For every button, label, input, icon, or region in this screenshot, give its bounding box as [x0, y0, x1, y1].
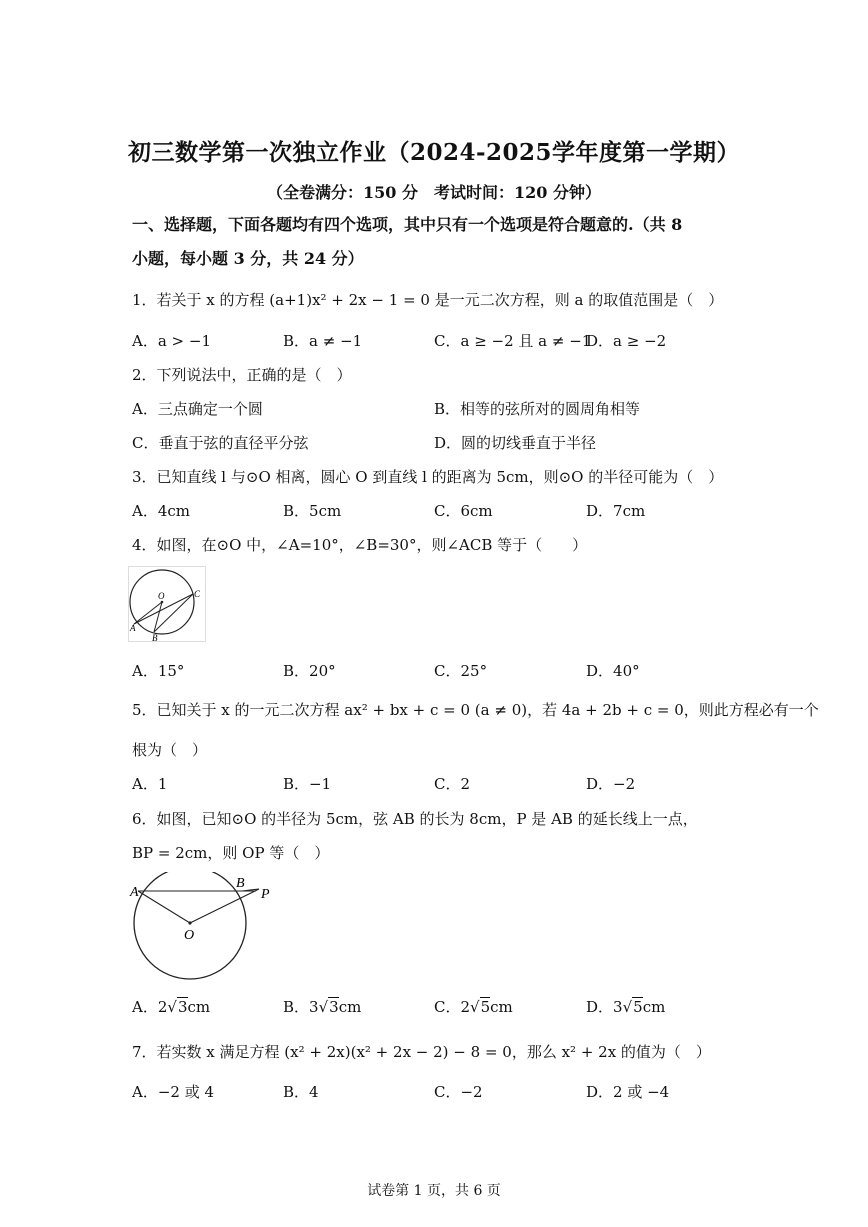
question-5-stem-continued: 根为（ ） — [132, 741, 208, 759]
page-footer: 试卷第 1 页，共 6 页 — [367, 1183, 501, 1199]
question-2-option-a: A．三点确定一个圆 — [132, 400, 263, 418]
option-c-text: C．2 — [434, 998, 471, 1016]
question-7-option-b: B．4 — [283, 1083, 319, 1101]
question-2-option-b: B．相等的弦所对的圆周角相等 — [434, 400, 641, 418]
question-7-stem: 7．若实数 x 满足方程 (x² + 2x)(x² + 2x − 2) − 8 = 0，那么 x² + 2x 的值为（ ） — [132, 1043, 711, 1061]
segment-ao — [138, 891, 190, 923]
question-1-stem: 1．若关于 x 的方程 (a+1)x² + 2x − 1 = 0 是一元二次方程，则 a 的取值范围是（ ） — [132, 291, 724, 309]
question-3-option-d: D．7cm — [586, 502, 646, 520]
question-6-circle-figure — [128, 872, 278, 984]
question-5-option-c: C．2 — [434, 775, 471, 793]
option-a-radicand: 3 — [177, 998, 188, 1016]
label-o: O — [158, 591, 165, 601]
question-4-option-a: A．15° — [132, 662, 185, 680]
question-5-option-a: A．1 — [132, 775, 168, 793]
option-c-unit: cm — [490, 998, 513, 1016]
question-1-option-a: A．a > −1 — [132, 332, 211, 350]
question-5-option-d: D．−2 — [586, 775, 636, 793]
question-1-option-d: D．a ≥ −2 — [586, 332, 667, 350]
question-3-option-b: B．5cm — [283, 502, 342, 520]
label-a: A — [130, 623, 136, 633]
question-2-option-c: C．垂直于弦的直径平分弦 — [132, 434, 309, 452]
question-4-option-b: B．20° — [283, 662, 336, 680]
question-4-circle-figure — [128, 566, 206, 642]
question-3-option-c: C．6cm — [434, 502, 493, 520]
question-4-stem: 4．如图，在⊙O 中，∠A=10°，∠B=30°，则∠ACB 等于（ ） — [132, 536, 588, 554]
option-b-text: B．3 — [283, 998, 319, 1016]
question-2-stem: 2．下列说法中，正确的是（ ） — [132, 366, 352, 384]
option-d-text: D．3 — [586, 998, 623, 1016]
center-point — [161, 601, 164, 604]
question-4-option-d: D．40° — [586, 662, 640, 680]
question-5-option-b: B．−1 — [283, 775, 332, 793]
label-c: C — [194, 589, 201, 599]
segment-op — [190, 889, 259, 923]
question-6-option-a: A．2√3cm — [132, 998, 211, 1016]
option-c-radicand: 5 — [480, 998, 491, 1016]
segment-ao — [134, 602, 162, 624]
question-6-option-d: D．3√5cm — [586, 998, 666, 1016]
page-title: 初三数学第一次独立作业（2024-2025学年度第一学期） — [127, 139, 741, 166]
option-d-unit: cm — [642, 998, 666, 1016]
section-heading-line2: 小题，每小题 3 分，共 24 分） — [132, 249, 364, 268]
question-7-option-d: D．2 或 −4 — [586, 1083, 670, 1101]
label-a: A — [130, 885, 139, 900]
question-2-option-d: D．圆的切线垂直于半径 — [434, 434, 597, 452]
question-6-stem-continued: BP = 2cm，则 OP 等（ ） — [132, 844, 330, 862]
center-point — [188, 921, 191, 924]
section-heading — [132, 208, 742, 276]
question-1-option-b: B．a ≠ −1 — [283, 332, 363, 350]
question-6-option-b: B．3√3cm — [283, 998, 362, 1016]
question-4-option-c: C．25° — [434, 662, 488, 680]
label-p: P — [261, 887, 270, 902]
option-a-unit: cm — [187, 998, 211, 1016]
circle-o — [134, 872, 246, 979]
question-1-option-c: C．a ≥ −2 且 a ≠ −1 — [434, 332, 592, 350]
question-3-option-a: A．4cm — [132, 502, 191, 520]
option-b-unit: cm — [338, 998, 362, 1016]
option-a-text: A．2 — [132, 998, 168, 1016]
option-b-radicand: 3 — [329, 998, 339, 1016]
section-heading-line1: 一、选择题，下面各题均有四个选项，其中只有一个选项是符合题意的.（共 8 — [132, 215, 683, 234]
question-6-stem: 6．如图，已知⊙O 的半径为 5cm，弦 AB 的长为 8cm，P 是 AB 的延长线上一点， — [132, 810, 698, 828]
page-subtitle: （全卷满分：150 分 考试时间：120 分钟） — [267, 183, 601, 202]
label-b: B — [152, 633, 158, 642]
option-d-radicand: 5 — [633, 998, 643, 1016]
question-7-option-a: A．−2 或 4 — [132, 1083, 215, 1101]
question-6-option-c: C．2√5cm — [434, 998, 513, 1016]
question-7-option-c: C．−2 — [434, 1083, 483, 1101]
label-o: O — [184, 928, 195, 943]
question-5-stem: 5．已知关于 x 的一元二次方程 ax² + bx + c = 0 (a ≠ 0)，若 4a + 2b + c = 0，则此方程必有一个 — [132, 701, 819, 719]
question-3-stem: 3．已知直线 l 与⊙O 相离，圆心 O 到直线 l 的距离为 5cm，则⊙O 的半径可能为（ ） — [132, 468, 724, 486]
label-b: B — [236, 876, 245, 891]
